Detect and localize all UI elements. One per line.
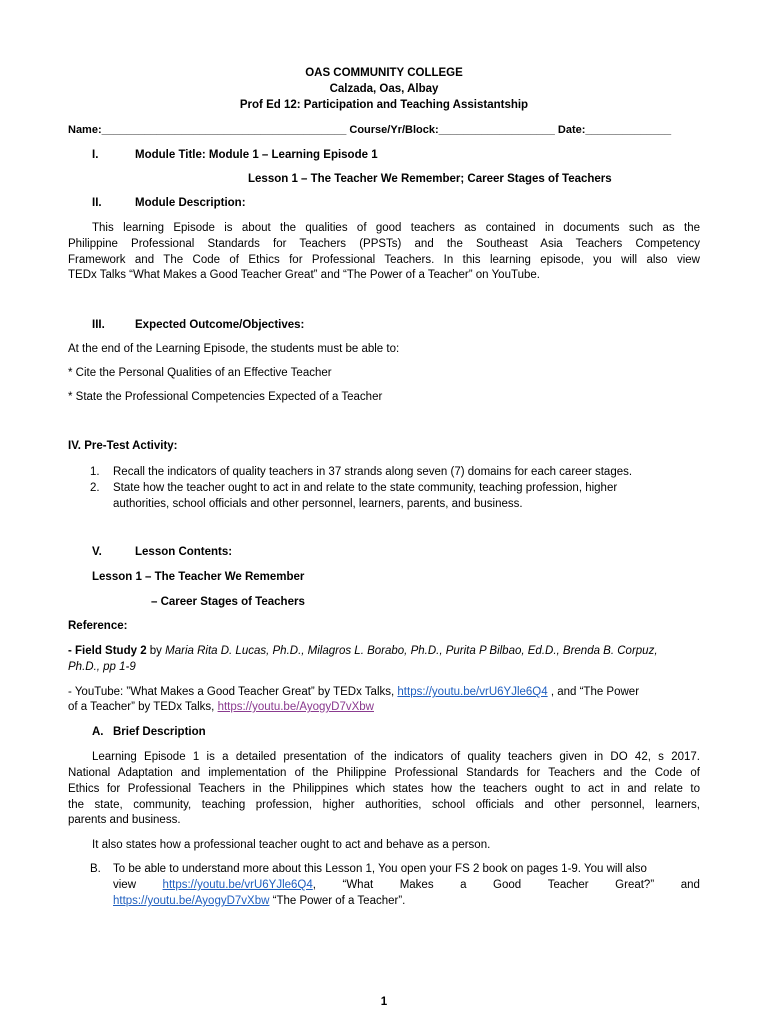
objectives-intro: At the end of the Learning Episode, the students must be able to: — [68, 343, 400, 355]
section-heading: Module Description: — [135, 197, 246, 209]
link-with-comma — [163, 878, 316, 893]
youtube-link[interactable]: https://youtu.be/AyogyD7vXbw — [113, 895, 270, 907]
youtube-link[interactable]: https://youtu.be/AyogyD7vXbw — [217, 701, 374, 713]
paragraph-line: Learning Episode 1 is a detailed presentation of the indicators of quality teachers given in DO 42, s 2017. — [92, 751, 700, 763]
college-location: Calzada, Oas, Albay — [329, 83, 439, 95]
reference-label: Reference: — [68, 620, 128, 632]
reference-text: - YouTube: ”What Makes a Good Teacher Great” by TEDx Talks, — [68, 686, 398, 698]
paragraph-line: To be able to understand more about this Lesson 1, You open your FS 2 book on pages 1-9. You will also — [113, 863, 647, 875]
lesson-heading: Lesson 1 – The Teacher We Remember — [92, 571, 305, 583]
module-title: Module Title: Module 1 – Learning Episode 1 — [135, 149, 378, 161]
paragraph-word: a — [460, 879, 467, 891]
paragraph-line: parents and business. — [68, 814, 181, 826]
section-number: II. — [92, 197, 102, 209]
paragraph-text: “The Power of a Teacher”. — [269, 895, 406, 907]
paragraph-word: , — [312, 879, 316, 891]
paragraph-line: Framework and The Code of Ethics for Professional Teachers. In this learning episode, you will also view — [68, 254, 700, 266]
paragraph-word: view — [113, 879, 137, 891]
course-title: Prof Ed 12: Participation and Teaching Assistantship — [239, 99, 529, 111]
subsection-letter: B. — [90, 863, 101, 875]
objective-item: * Cite the Personal Qualities of an Effective Teacher — [68, 367, 332, 379]
objective-item: * State the Professional Competencies Expected of a Teacher — [68, 391, 383, 403]
section-number: I. — [92, 149, 99, 161]
paragraph-line: TEDx Talks “What Makes a Good Teacher Great” and “The Power of a Teacher” on YouTube. — [68, 269, 540, 281]
subsection-letter: A. — [92, 726, 104, 738]
reference-book-title: - Field Study 2 — [68, 645, 147, 657]
list-item: Recall the indicators of quality teachers in 37 strands along seven (7) domains for each career stages. — [113, 466, 633, 478]
section-heading: Expected Outcome/Objectives: — [135, 319, 305, 331]
paragraph-word: Great?” — [615, 879, 655, 891]
reference-by: by — [146, 645, 166, 657]
paragraph-line: Philippine Professional Standards for Teachers (PPSTs) and the Southeast Asia Teachers Competency — [68, 238, 700, 250]
paragraph-word: Makes — [399, 879, 434, 891]
paragraph-line — [113, 894, 405, 909]
reference-authors: Maria Rita D. Lucas, Ph.D., Milagros L. Borabo, Ph.D., Purita P Bilbao, Ed.D., Brenda B. Corpuz, — [165, 645, 658, 657]
reference-text: , and “The Power — [547, 686, 640, 698]
section-heading: IV. Pre-Test Activity: — [68, 440, 178, 452]
lesson-subheading: – Career Stages of Teachers — [151, 596, 305, 608]
youtube-link[interactable]: https://youtu.be/vrU6YJle6Q4 — [397, 686, 548, 698]
reference-authors-continued: Ph.D., pp 1-9 — [68, 661, 136, 673]
reference-item — [68, 644, 658, 659]
list-number: 2. — [90, 482, 100, 494]
college-name: OAS COMMUNITY COLLEGE — [305, 67, 463, 79]
youtube-link[interactable]: https://youtu.be/vrU6YJle6Q4 — [162, 879, 313, 891]
reference-text: of a Teacher” by TEDx Talks, — [68, 701, 218, 713]
section-number: III. — [92, 319, 105, 331]
section-heading: Lesson Contents: — [135, 546, 233, 558]
paragraph-line: It also states how a professional teacher ought to act and behave as a person. — [92, 839, 491, 851]
list-number: 1. — [90, 466, 100, 478]
paragraph-word: “What — [342, 879, 374, 891]
reference-item-continued — [68, 700, 374, 715]
reference-item — [68, 685, 639, 700]
paragraph-word: Good — [493, 879, 522, 891]
page-number: 1 — [380, 996, 388, 1008]
paragraph-word: and — [680, 879, 700, 891]
paragraph-line-justified — [113, 878, 700, 893]
list-item-continued: authorities, school officials and other personnel, learners, parents, and business. — [113, 498, 523, 510]
paragraph-line: Ethics for Professional Teachers in the Philippines which states how the teachers ought to act in and relate to — [68, 783, 700, 795]
student-info-line: Name:________________________________________ Course/Yr/Block:___________________ Date:______________ — [68, 124, 672, 136]
section-number: V. — [92, 546, 102, 558]
list-item: State how the teacher ought to act in and relate to the state community, teaching profession, higher — [113, 482, 618, 494]
subsection-heading: Brief Description — [113, 726, 206, 738]
paragraph-line: This learning Episode is about the qualities of good teachers as contained in documents such as the — [92, 222, 700, 234]
paragraph-word: Teacher — [547, 879, 589, 891]
lesson-title: Lesson 1 – The Teacher We Remember; Career Stages of Teachers — [248, 173, 612, 185]
paragraph-line: the state, community, teaching profession, higher authorities, school officials and other personnel, learners, — [68, 799, 700, 811]
paragraph-line: National Adaptation and implementation of the Philippine Professional Standards for Teachers and the Code of — [68, 767, 700, 779]
